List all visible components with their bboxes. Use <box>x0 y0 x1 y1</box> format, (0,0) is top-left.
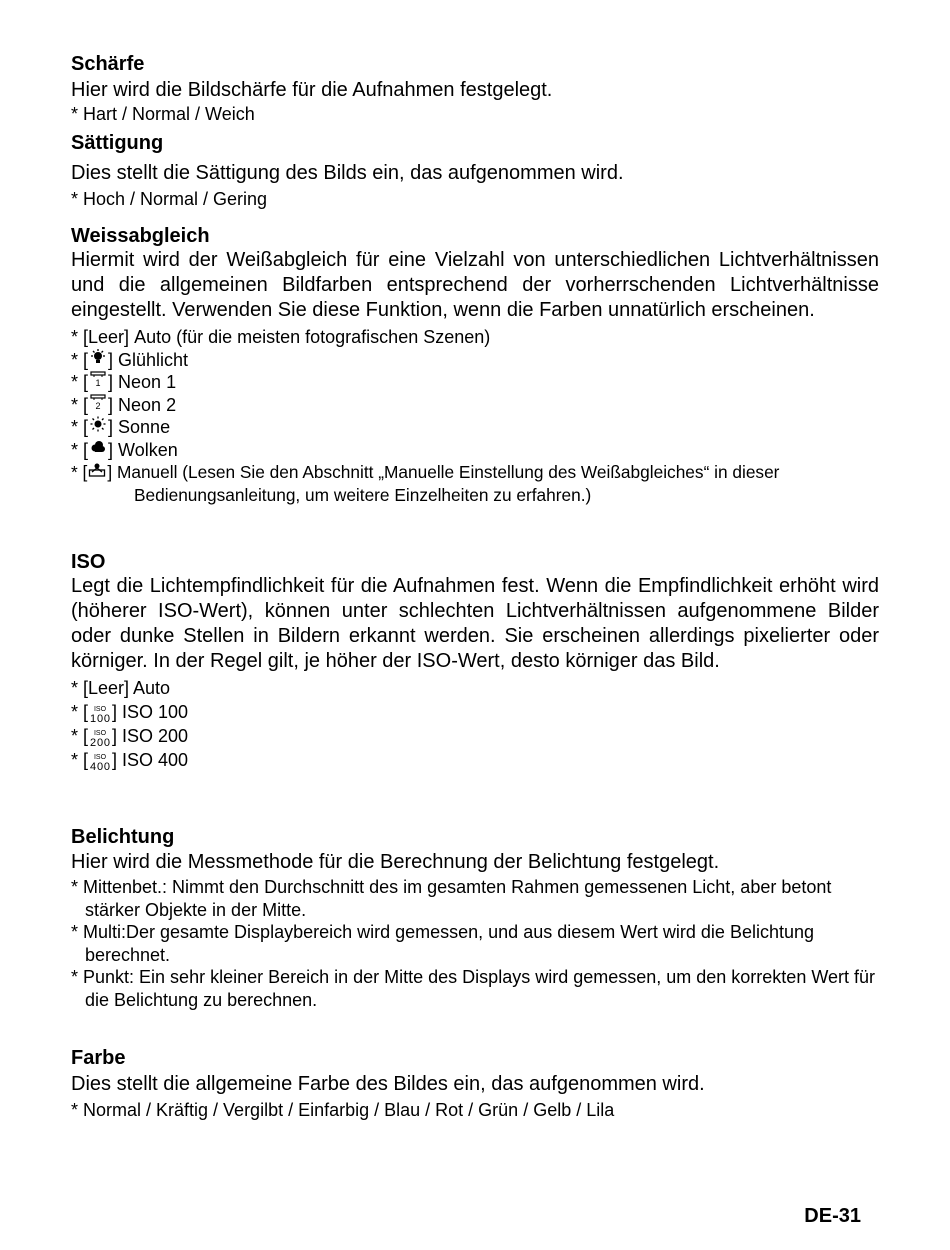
manual-wb-icon <box>87 461 107 477</box>
section-title: Schärfe <box>71 53 145 75</box>
list-item: * [ ] Wolken <box>71 439 178 460</box>
section-belichtung <box>71 825 879 1011</box>
svg-text:ISO: ISO <box>93 730 107 737</box>
section-text: Hiermit wird der Weißabgleich für eine Vielzahl von unterschiedlichen Lichtverhältnissen und die allgemeinen Bildfarben entsprechend der vorherrschenden Lichtverhältnisse eingestellt. Verwenden Sie diese Funktion, wenn die Farben unnatürlich erscheinen. <box>71 249 879 321</box>
iso-400-icon <box>88 752 112 772</box>
section-weissabgleich <box>71 224 879 506</box>
section-title: Belichtung <box>71 826 175 848</box>
list-item: * [ ISO 100 ] ISO 100 <box>71 702 189 724</box>
list-item: * [ ISO 400 ] ISO 400 <box>71 750 189 772</box>
section-text: Dies stellt die Sättigung des Bilds ein, das aufgenommen wird. <box>71 162 624 184</box>
section-text: Hier wird die Messmethode für die Berechnung der Belichtung festgelegt. <box>71 851 720 873</box>
svg-text:200: 200 <box>90 737 111 748</box>
sun-icon <box>88 416 108 432</box>
list-item: * [Leer] Auto <box>71 678 171 698</box>
list-item: * [ ] Glühlicht <box>71 349 189 370</box>
list-item: * Punkt: Ein sehr kleiner Bereich in der Mitte des Displays wird gemessen, um den korrekten Wert für die Belichtung zu berechnen. <box>71 967 876 1010</box>
cloud-icon <box>88 439 108 455</box>
page-number: DE-31 <box>804 1205 861 1227</box>
list-item: * [ 1 ] Neon 1 <box>71 372 177 392</box>
section-schaerfe <box>71 52 879 125</box>
section-title: Sättigung <box>71 132 164 154</box>
list-item: * [ ] Sonne <box>71 417 171 437</box>
svg-text:ISO: ISO <box>93 754 107 761</box>
svg-text:2: 2 <box>95 400 101 410</box>
option-list: * Normal / Kräftig / Vergilbt / Einfarbig / Blau / Rot / Grün / Gelb / Lila <box>71 1100 615 1120</box>
svg-text:1: 1 <box>95 378 101 387</box>
section-iso <box>71 550 879 772</box>
section-title: Weissabgleich <box>71 225 210 247</box>
list-item: * [ ] Manuell (Lesen Sie den Abschnitt „Manuelle Einstellung des Weißabgleiches“ in dieser <box>71 462 780 482</box>
option-list: * Hoch / Normal / Gering <box>71 189 268 209</box>
list-item: * Multi:Der gesamte Displaybereich wird gemessen, und aus diesem Wert wird die Belichtung berechnet. <box>71 922 815 965</box>
section-text: Legt die Lichtempfindlichkeit für die Aufnahmen fest. Wenn die Empfindlichkeit erhöht wird (höherer ISO-Wert), können unter schlechten Lichtverhältnissen aufgenommene Bilder oder dunke Stellen in Bildern erkannt werden. Sie erscheinen allerdings pixelierter oder körniger. In der Regel gilt, je höher der ISO-Wert, desto körniger das Bild. <box>71 575 879 672</box>
fluorescent-2-icon <box>88 394 108 410</box>
list-item: * Mittenbet.: Nimmt den Durchschnitt des im gesamten Rahmen gemessenen Licht, aber betont stärker Objekte in der Mitte. <box>71 877 832 920</box>
svg-text:100: 100 <box>90 713 111 724</box>
section-title: Farbe <box>71 1047 126 1069</box>
section-title: ISO <box>71 551 106 573</box>
iso-100-icon <box>88 704 112 724</box>
section-text: Dies stellt die allgemeine Farbe des Bildes ein, das aufgenommen wird. <box>71 1073 705 1095</box>
option-list: * Hart / Normal / Weich <box>71 104 255 124</box>
section-saettigung <box>71 131 879 210</box>
section-farbe <box>71 1046 879 1121</box>
section-text: Hier wird die Bildschärfe für die Aufnahmen festgelegt. <box>71 79 553 101</box>
iso-200-icon <box>88 728 112 748</box>
svg-text:ISO: ISO <box>93 706 107 713</box>
svg-text:400: 400 <box>90 761 111 772</box>
fluorescent-1-icon <box>88 371 108 387</box>
list-item: * [ 2 ] Neon 2 <box>71 394 177 415</box>
list-item: * [ ISO 200 ] ISO 200 <box>71 726 189 748</box>
incandescent-icon <box>88 349 108 365</box>
list-item: * [Leer] Auto (für die meisten fotografischen Szenen) <box>71 327 491 347</box>
list-item-continuation: Bedienungsanleitung, um weitere Einzelheiten zu erfahren.) <box>134 484 592 505</box>
